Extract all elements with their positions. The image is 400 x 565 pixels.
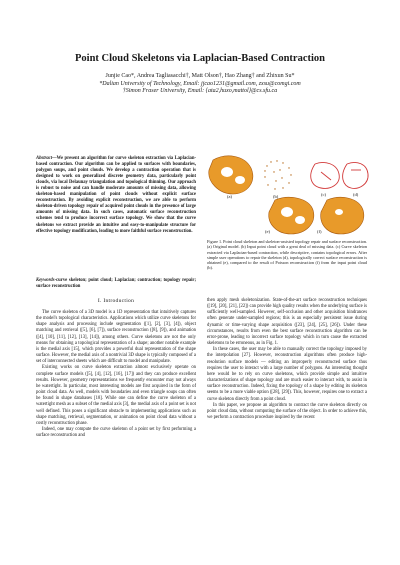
paragraph: then apply mesh skeletonization. State-of-the-art surface reconstruction techniques ([19], [20], [21], [22]) can provide high quality results when the underlying surface is sufficiently well-sampled. However, self-occlusion and other acquisition hindrances often generate under-sampled regions; this is an especially persistent issue during dynamic or time-varying shape acquisition ([23], [24], [25], [26]). Under these circumstances, results from even the best surface reconstruction algorithm can be error-prone, leading to incorrect surface topology which in turn cause the extracted skeletons to be erroneous, as in Fig. 1.	[207, 298, 367, 347]
left-column-body	[36, 310, 196, 439]
figure-label-f: (f)	[317, 229, 322, 234]
paragraph: The curve skeleton of a 3D model is a 1D representation that intuitively captures the model's topological characteristics. Applications which utilize curve skeletons for shape analysis and processing include segmentation ([1], [2], [3], [4]), object matching and retrieval ([5], [6], [7]), surface reconstruction ([8], [9]), and animation ([4], [10], [11], [12], [13], [14]), among others. Curve skeletons are not the only means for obtaining a topological representation of a shape; another notable example is the medial axis [15], which provides a powerful dual representation of the shape surface. However, the medial axis of a nontrivial 3D shape is typically composed of a set of interconnected sheets which are difficult to model and manipulate.	[36, 310, 196, 365]
paragraph: Existing works on curve skeleton extraction almost exclusively operate on complete surface models ([5], [4], [12], [16], [17]) and they can produce excellent results. However, geometry representations we frequently encounter may not always be watertight. In particular, most interesting models are first acquired in the form of point cloud data. As well, models with boundaries and even triangle soups can often be found in shape databases [18]. While one can define the curve skeleton of a watertight mesh as a subset of the medial axis [3], the medial axis of a point set is not well defined. This poses a significant obstacle to implementing applications such as shape matching, retrieval, segmentation, or animation on point cloud data without a costly reconstruction phase.	[36, 365, 196, 426]
keywords-text: -curve skeleton; point cloud; Laplacian; contraction; topology repair; surface reconstruction	[36, 278, 196, 290]
author-block	[0, 73, 400, 96]
figure-caption: Figure 1. Point cloud skeleton and skeleton-assisted topology repair and surface reconstruction. (a) Original model. (b) Input point cloud with a great deal of missing data. (c) Curve skeleton extracted via Laplacian-based contraction, while descriptive, contains topological errors. After simple user operations to repair the skeleton (d), topologically correct surface reconstruction is obtained (e), compared to the result of Poisson reconstruction (f) from the input point cloud (b).	[207, 239, 367, 271]
abstract-label: Abstract	[36, 156, 52, 161]
figure-1	[205, 150, 370, 236]
paragraph: Indeed, one may compute the curve skeleton of a point set by first performing a surface reconstruction and	[36, 426, 196, 439]
paragraph: In this paper, we propose an algorithm to contract the curve skeleton directly on point cloud data, without computing the surface of the object. In order to achieve this, we perform a contraction procedure inspired by the recent	[207, 402, 367, 420]
paragraph: In these cases, the user may be able to manually correct the topology imposed by the interpolation [27]. However, reconstruction algorithms often produce high-resolution surface models — editing an improperly reconstructed surface thus requires the user to interact with a large number of polygons. An interesting thought here would be to rely on curve skeletons, which provide simple and intuitive characterizations of shape topology and are much easier to interact with, to assist in surface reconstruction. Indeed, fixing the topology of a shape by editing its skeleton seems to be a more viable option ([28], [29]). This, however, requires one to extract a curve skeleton directly from a point cloud.	[207, 347, 367, 402]
figure-panel-b	[264, 160, 291, 189]
abstract-text: —We present an algorithm for curve skeleton extraction via Laplacian-based contraction. Our algorithm can be applied to surfaces with boundaries, polygon soups, and point clouds. We develop a contraction operation that is designed to work on generalized discrete geometry data, particularly point clouds, via local Delaunay triangulation and topological thinning. Our approach is robust to noise and can handle moderate amounts of missing data, allowing skeleton-based manipulation of point clouds without explicit surface reconstruction. By avoiding explicit reconstruction, we are able to perform skeleton-driven topology repair of acquired point clouds in the presence of large amounts of missing data. In such cases, automatic surface reconstruction schemes tend to produce incorrect surface topology. We show that the curve skeletons we extract provide an intuitive and easy-to-manipulate structure for effective topology modification, leading to more faithful surface reconstruction.	[36, 156, 196, 234]
figure-panel-a	[209, 156, 253, 194]
figure-1-graphic	[205, 150, 370, 236]
figure-label-a: (a)	[227, 194, 232, 199]
figure-label-c: (c)	[321, 192, 326, 197]
affiliation-2: †Simon Fraser University, Email: {ata2,huxo,mattol}@cs.sfu.ca	[122, 88, 278, 94]
affiliation-1: *Dalian University of Technology, Email: jjcao1231@gmail.com, zxsu@comgi.com	[99, 80, 301, 87]
figure-panel-f	[321, 197, 364, 234]
figure-label-d: (d)	[353, 192, 359, 197]
paper-title: Point Cloud Skeletons via Laplacian-Based Contraction	[75, 53, 325, 64]
figure-label-b: (b)	[273, 194, 279, 199]
figure-panel-e	[269, 197, 314, 234]
abstract	[36, 156, 196, 235]
section-heading: I. Introduction	[97, 298, 135, 304]
figure-panel-c	[311, 162, 340, 188]
figure-label-e: (e)	[265, 229, 270, 234]
authors-line: Junjie Cao*, Andrea Tagliasacchi†, Matt Olson†, Hao Zhang† and Zhixun Su*	[105, 73, 295, 79]
keywords-label: Keywords	[36, 278, 55, 283]
right-column-body	[207, 298, 367, 421]
figure-panel-d	[343, 162, 368, 188]
keywords	[36, 278, 196, 290]
